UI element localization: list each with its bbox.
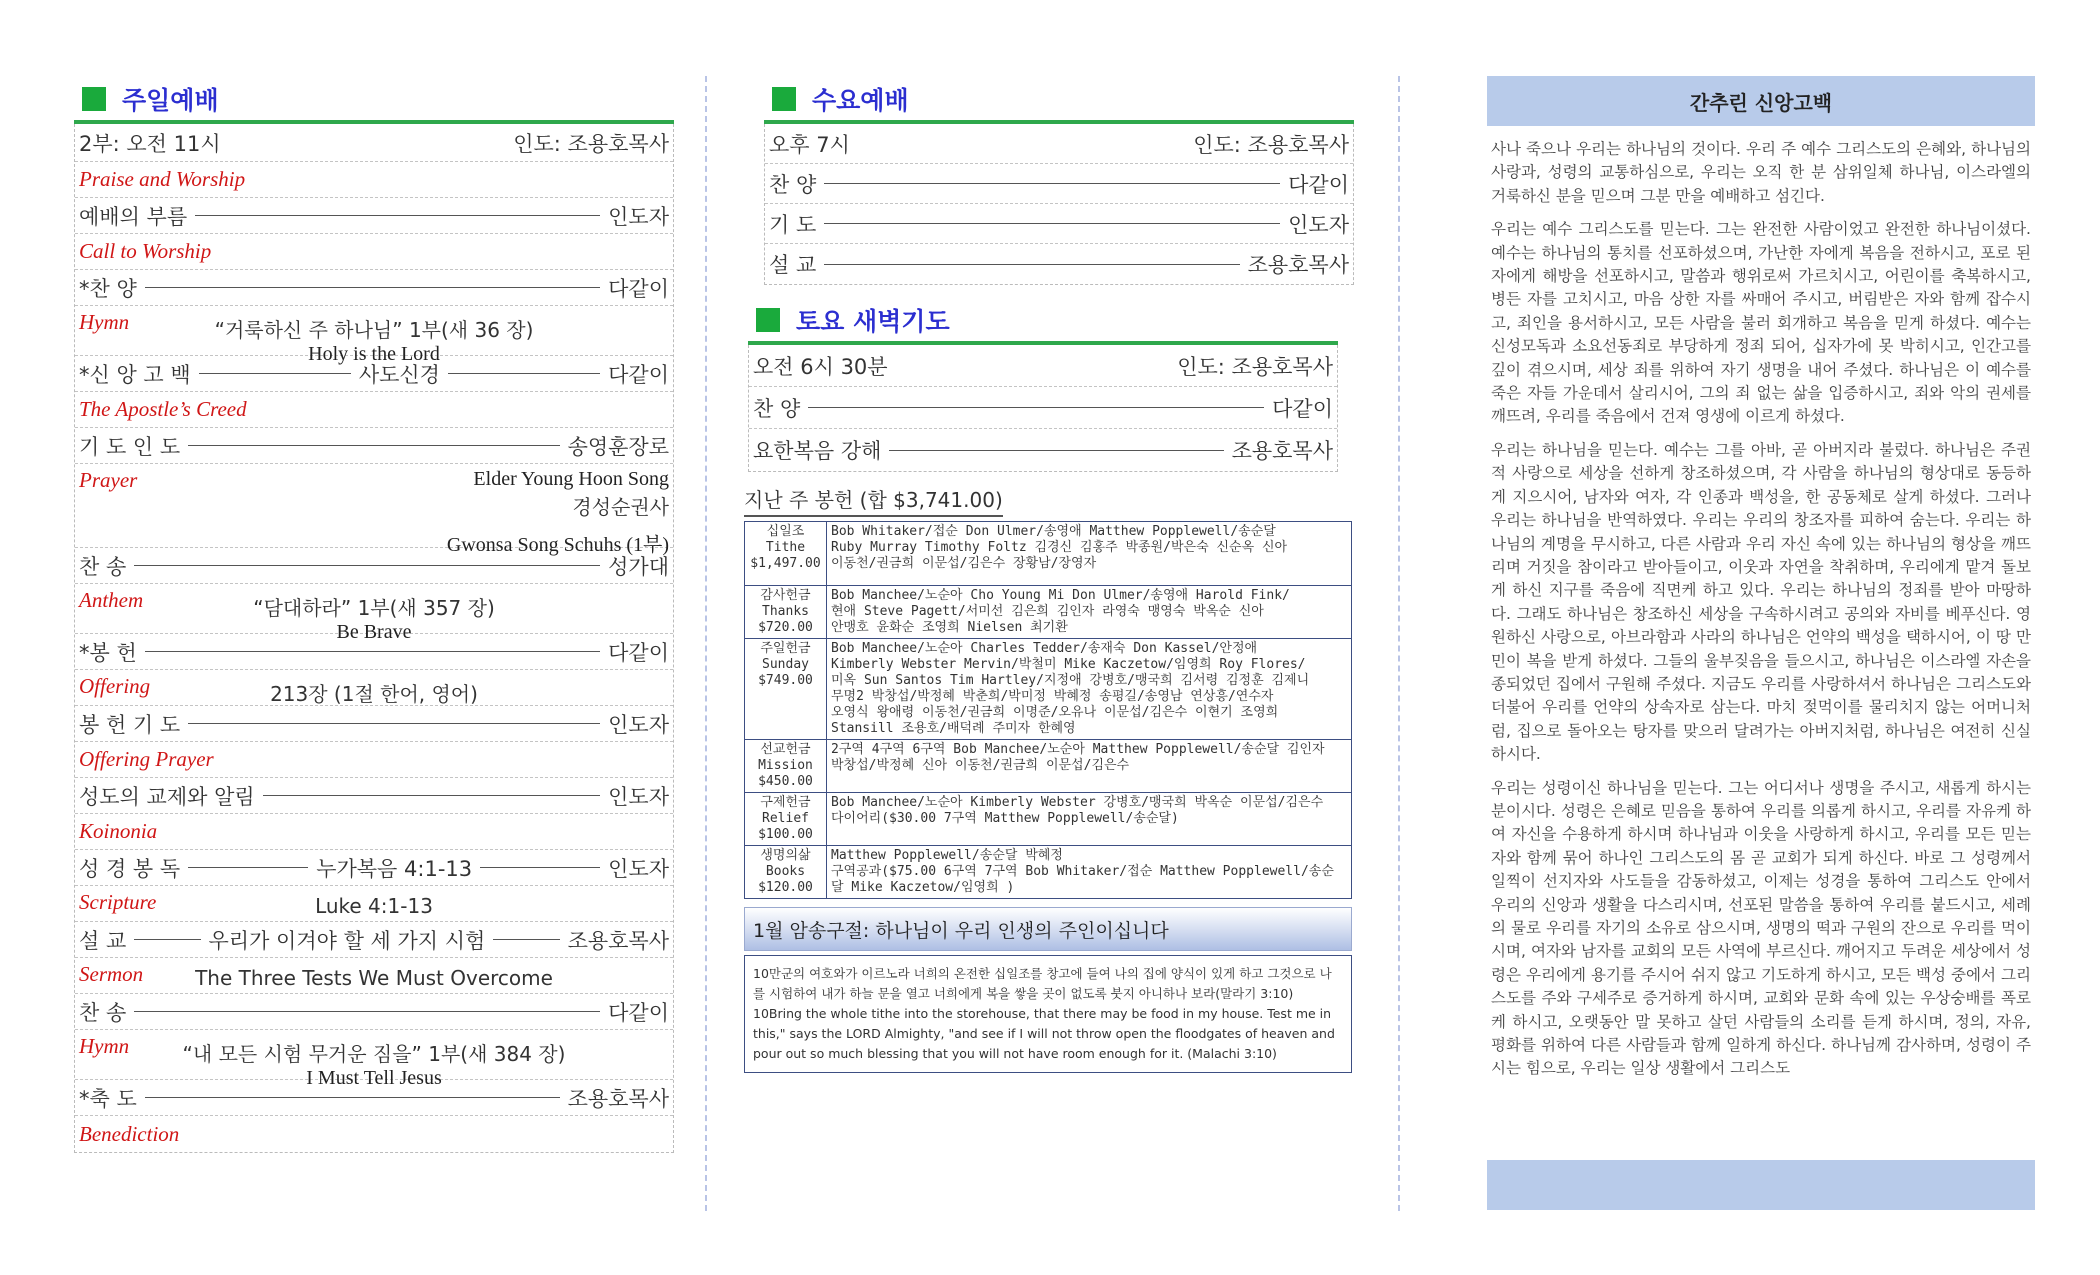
offering-amount: $120.00 <box>758 880 813 895</box>
english-section-label: Benediction <box>79 1121 180 1146</box>
sunday-korean-row <box>75 356 673 392</box>
order-item-detail: 우리가 이겨야 할 세 가지 시험 <box>208 928 486 953</box>
saturday-order-list <box>748 345 1338 472</box>
order-item-label: 성 경 봉 독 <box>79 856 181 881</box>
gwonsa-name-english: Gwonsa Song Schuhs (1부) <box>446 534 669 556</box>
english-section-label: Offering <box>79 674 151 698</box>
item-detail: The Three Tests We Must Overcome <box>195 966 553 990</box>
wednesday-header <box>764 78 1354 124</box>
offering-category-label: 십일조 <box>766 524 805 539</box>
offering-donor-names: 2구역 4구역 6구역 Bob Manchee/노순아 Matthew Popplewell/송순달 김인자 박창섭/박정혜 신아 이동천/권금희 이문섭/김은수 <box>827 740 1352 793</box>
offering-category-label: 감사헌금 <box>760 588 811 603</box>
sunday-korean-row <box>75 1080 673 1116</box>
row-label: 요한복음 강해 <box>753 439 882 463</box>
green-square-icon <box>756 308 780 332</box>
row-label: 기 도 <box>769 212 817 237</box>
wednesday-title: 수요예배 <box>812 86 909 115</box>
english-section-label: Praise and Worship <box>79 167 246 191</box>
offering-category-label: Mission <box>758 758 813 773</box>
saturday-title: 토요 새벽기도 <box>796 307 950 336</box>
midweek-panel <box>744 0 1354 1275</box>
english-section-label: Sermon <box>79 962 144 986</box>
offering-row <box>745 793 1352 846</box>
offering-donor-names: Bob Manchee/노순아 Kimberly Webster 강병호/맹국희 박옥순 이문섭/김은수 다이어리($30.00 7구역 Matthew Popplewell/송순달) <box>827 793 1352 846</box>
sunday-korean-row <box>75 850 673 886</box>
offering-category-label: 생명의삶 <box>760 848 811 863</box>
sunday-english-row <box>75 162 673 198</box>
offering-category <box>745 846 827 899</box>
offering-row <box>745 740 1352 793</box>
order-item-label: *신 앙 고 백 <box>79 362 191 387</box>
creed-text <box>1487 126 2035 1101</box>
order-item-person: 인도자 <box>608 712 669 737</box>
sunday-english-row <box>75 306 673 365</box>
offering-category-label: Relief <box>762 811 809 826</box>
offering-amount: $100.00 <box>758 827 813 842</box>
saturday-leader: 인도: 조용호목사 <box>1177 354 1333 379</box>
order-item-label: 기 도 인 도 <box>79 434 181 459</box>
order-item-label: 성도의 교제와 알림 <box>79 784 255 809</box>
sunday-korean-row <box>75 124 673 162</box>
row-person: 다같이 <box>1272 396 1333 421</box>
item-detail: “거룩하신 주 하나님” 1부(새 36 장) <box>214 318 534 342</box>
offering-category-label: 구제헌금 <box>760 795 811 810</box>
english-section-label: Offering Prayer <box>79 747 214 771</box>
memory-verse-korean: 10만군의 여호와가 이르노라 너희의 온전한 십일조를 창고에 들여 나의 집에 양식이 있게 하고 그것으로 나를 시험하여 내가 하늘 문을 열고 너희에게 복을 쌓을 곳이 없도록 붓지 아니하나 보라(말라기 3:10) <box>753 966 1332 1001</box>
sunday-order-list <box>74 124 674 1153</box>
sunday-english-row <box>75 814 673 850</box>
english-section-label: Call to Worship <box>79 239 212 263</box>
sunday-korean-row <box>75 634 673 670</box>
order-item-person: 인도자 <box>608 784 669 809</box>
elder-name-english: Elder Young Hoon Song <box>473 468 669 490</box>
order-item-detail: 누가복음 4:1-13 <box>316 856 473 881</box>
creed-paragraph: 우리는 예수 그리스도를 믿는다. 그는 완전한 사람이었고 완전한 하나님이셨다. 예수는 하나님의 통치를 선포하셨으며, 가난한 자에게 복음을 전하시고, 포로 된 자에게 해방을 선포하시고, 말씀과 행위로써 가르치시고, 어린이를 축복하시고, 병든 자를 고치시고, 마음 상한 자를 싸매어 주시고, 버림받은 자와 함께 잡수시고, 죄인을 용서하시고, 모든 사람을 불러 회개하고 복음을 믿게 하셨다. 예수는 신성모독과 소요선동죄로 부당하게 정죄 되어, 십자가에 못 박히시고, 인간고를 깊이 겪으시며, 세상 죄를 위하여 자기 생명을 내어 주셨다. 하나님은 이 예수를 죽은 자들 가운데서 살리시어, 그의 죄 없는 삶을 입증하시고, 죄와 악의 권세를 깨뜨려, 우리를 죽음에서 건져 영생에 이르게 하셨다. <box>1491 220 2031 426</box>
offering-donor-names: Bob Whitaker/접순 Don Ulmer/송영애 Matthew Popplewell/송순달 Ruby Murray Timothy Foltz 김경신 김홍주 박종원/박은숙 신순옥 신아 이동천/권금희 이문섭/김은수 장황남/장영자 <box>827 522 1352 586</box>
memory-verse-english: 10Bring the whole tithe into the storehouse, that there may be food in my house. Test me in this," says the LORD Almighty, "and see if I will not throw open the floodgates of heaven and pour out so much blessing that you will not have room enough for it. (Malachi 3:10) <box>753 1006 1335 1061</box>
item-english-title: I Must Tell Jesus <box>306 1067 442 1089</box>
order-item-label: 찬 송 <box>79 554 127 579</box>
creed-paragraph: 사나 죽으나 우리는 하나님의 것이다. 우리 주 예수 그리스도의 은혜와, 하나님의 사랑과, 성령의 교통하심으로, 우리는 오직 한 분 삼위일체 하나님, 이스라엘의 거룩하신 분을 믿으며 그분 만을 예배하고 섬긴다. <box>1491 140 2031 205</box>
item-detail: “내 모든 시험 무거운 짐을” 1부(새 384 장) <box>182 1042 566 1066</box>
order-item-label: *축 도 <box>79 1086 137 1111</box>
memory-verse-box <box>744 955 1352 1073</box>
offering-row <box>745 846 1352 899</box>
saturday-time-row <box>749 345 1337 387</box>
offering-donor-names: Matthew Popplewell/송순달 박혜정 구역공과($75.00 6구역 7구역 Bob Whitaker/접순 Matthew Popplewell/송순 달 Mike Kaczetow/임영희 ) <box>827 846 1352 899</box>
offering-category-label: Sunday <box>762 657 809 672</box>
order-item-label: 예배의 부름 <box>79 204 188 229</box>
english-section-label: Hymn <box>79 1034 130 1058</box>
row-label: 찬 양 <box>769 172 817 197</box>
memory-verse-title: 1월 암송구절: 하나님이 우리 인생의 주인이십니다 <box>744 907 1352 951</box>
order-item-label: *봉 헌 <box>79 640 137 665</box>
sunday-korean-row <box>75 922 673 958</box>
offering-category <box>745 793 827 846</box>
saturday-header <box>748 299 1338 345</box>
saturday-row-hymn <box>749 387 1337 429</box>
offering-category <box>745 522 827 586</box>
sunday-english-row <box>75 392 673 428</box>
green-square-icon <box>82 87 106 111</box>
sunday-service-panel <box>74 0 674 1275</box>
order-item-label: 찬 송 <box>79 1000 127 1025</box>
wednesday-order-list <box>764 124 1354 285</box>
english-section-label: Scripture <box>79 890 157 914</box>
sunday-english-row <box>75 742 673 778</box>
order-item-person: 송영훈장로 <box>567 434 669 459</box>
english-section-label: Koinonia <box>79 819 158 843</box>
offering-amount: $720.00 <box>758 620 813 635</box>
order-item-person: 다같이 <box>608 1000 669 1025</box>
offering-category-label: 선교헌금 <box>760 742 811 757</box>
item-english-title: Holy is the Lord <box>308 343 440 365</box>
english-section-label: Anthem <box>79 588 144 612</box>
wednesday-row-sermon <box>765 244 1353 284</box>
item-detail: “담대하라” 1부(새 357 장) <box>253 596 495 620</box>
sunday-english-row <box>75 670 673 706</box>
offering-category <box>745 639 827 740</box>
sunday-title: 주일예배 <box>122 86 219 115</box>
column-divider <box>1398 76 1400 1211</box>
row-person: 조용호목사 <box>1247 253 1349 277</box>
row-label: 찬 양 <box>753 396 801 421</box>
sunday-header <box>74 78 674 124</box>
order-item-person: 조용호목사 <box>567 1086 669 1111</box>
creed-title: 간추린 신앙고백 <box>1487 76 2035 126</box>
sunday-english-row <box>75 1116 673 1152</box>
sunday-korean-row <box>75 428 673 464</box>
row-person: 인도자 <box>1288 212 1349 237</box>
english-section-label: Hymn <box>79 310 130 334</box>
offering-table <box>744 521 1352 899</box>
sunday-korean-row <box>75 270 673 306</box>
offering-category <box>745 586 827 639</box>
creed-paragraph: 우리는 하나님을 믿는다. 예수는 그를 아바, 곧 아버지라 불렀다. 하나님은 주권적 사랑으로 세상을 선하게 창조하셨으며, 각 사람을 하나님의 형상대로 동등하게 지으시어, 남자와 여자, 각 인종과 백성을, 한 공동체로 살게 하셨다. 그러나 우리는 하나님을 반역하였다. 우리는 우리의 창조자를 피하여 숨는다. 우리는 하나님의 계명을 무시하고, 다른 사람과 우리 자신 속에 있는 하나님의 형상을 깨뜨리며 거짓을 참이라고 받아들이고, 이웃과 자연을 착취하며, 우리에게 맡겨 돌보게 하신 지구를 죽음에 직면케 하고 있다. 우리는 하나님의 정죄를 받아 마땅하다. 그래도 하나님은 창조하신 세상을 구속하시려고 공의와 자비를 베푸신다. 영원하신 사랑으로, 아브라함과 사라의 하나님은 언약의 백성을 택하시어, 이 땅 만민이 복을 받게 하셨다. 그들의 울부짖음을 들으시고, 하나님은 이스라엘 자손을 종되었던 집에서 구원해 주셨다. 지금도 우리를 사랑하셔서 하나님은 그리스도와 더불어 우리를 언약의 상속자로 삼는다. 마치 젖먹이를 물리치지 않는 어머니처럼, 집으로 돌아오는 탕자를 맞으러 달려가는 아버지처럼, 하나님은 여전히 신실하시다. <box>1491 440 2031 764</box>
order-item-person: 성가대 <box>608 554 669 579</box>
offering-row <box>745 639 1352 740</box>
sunday-english-row <box>75 464 673 556</box>
offering-category <box>745 740 827 793</box>
english-section-label: The Apostle’s Creed <box>79 397 247 421</box>
row-person: 다같이 <box>1288 172 1349 197</box>
creed-panel <box>1487 0 2035 1275</box>
row-person: 조용호목사 <box>1231 439 1333 463</box>
order-item-label: 설 교 <box>79 928 127 953</box>
item-english-title: Be Brave <box>336 621 412 643</box>
offering-category-label: 주일헌금 <box>760 641 811 656</box>
offering-row <box>745 522 1352 586</box>
offering-donor-names: Bob Manchee/노순아 Charles Tedder/송재숙 Don Kassel/안정애 Kimberly Webster Mervin/박철미 Mike Kaczetow/임영희 Roy Flores/ 미옥 Sun Santos Tim Hartley/지정애 강병호/맹국희 김서령 김정훈 김제니 무명2 박창섭/박정혜 박춘희/박미정 박혜정 송평길/송영남 연상흥/연수자 오영식 왕애령 이동천/권금희 이명준/오유나 이문섭/김은수 이현기 조영희 Stansill 조용호/배덕례 주미자 한혜영 <box>827 639 1352 740</box>
wednesday-time-row <box>765 124 1353 164</box>
sunday-english-row <box>75 886 673 922</box>
item-detail: 213장 (1절 한어, 영어) <box>270 682 478 706</box>
saturday-time: 오전 6시 30분 <box>753 354 888 379</box>
offering-amount: $749.00 <box>758 673 813 688</box>
offering-row <box>745 586 1352 639</box>
sunday-korean-row <box>75 706 673 742</box>
offering-category-label: Tithe <box>765 540 806 555</box>
row-label: 설 교 <box>769 253 817 277</box>
wednesday-time: 오후 7시 <box>769 132 850 157</box>
order-item-detail: 사도신경 <box>358 362 440 387</box>
sunday-korean-row <box>75 198 673 234</box>
sunday-korean-row <box>75 778 673 814</box>
offering-donor-names: Bob Manchee/노순아 Cho Young Mi Don Ulmer/송영애 Harold Fink/ 현애 Steve Pagett/서미선 김은희 김인자 라영숙 맹영숙 박옥순 신아 안맹호 윤화순 조영희 Nielsen 최기환 <box>827 586 1352 639</box>
sunday-english-row <box>75 1030 673 1089</box>
offering-amount: $1,497.00 <box>750 556 821 571</box>
order-item-label: *찬 양 <box>79 276 137 301</box>
item-detail: Luke 4:1-13 <box>315 894 433 918</box>
sunday-english-row <box>75 958 673 994</box>
sunday-korean-row <box>75 548 673 584</box>
creed-footer-bar <box>1487 1160 2035 1210</box>
order-item-label: 봉 헌 기 도 <box>79 712 181 737</box>
sunday-korean-row <box>75 994 673 1030</box>
order-item-person: 인도자 <box>608 856 670 881</box>
offering-total-title: 지난 주 봉헌 (합 $3,741.00) <box>744 484 1003 517</box>
gwonsa-name: 경성순권사 <box>572 495 669 519</box>
service-leader: 인도: 조용호목사 <box>513 131 669 156</box>
green-square-icon <box>772 87 796 111</box>
order-item-person: 다같이 <box>608 362 669 387</box>
wednesday-leader: 인도: 조용호목사 <box>1193 132 1349 157</box>
saturday-row-study <box>749 429 1337 471</box>
creed-paragraph: 우리는 성령이신 하나님을 믿는다. 그는 어디서나 생명을 주시고, 새롭게 하시는 분이시다. 성령은 은혜로 믿음을 통하여 우리를 의롭게 하시고, 우리를 자유케 하여 자신을 수용하게 하시며 하나님과 이웃을 사랑하게 하시고, 우리를 모든 믿는 자와 함께 묶어 하나인 그리스도의 몸 곧 교회가 되게 하신다. 바로 그 성령께서 일찍이 선지자와 사도들을 감동하셨고, 이제는 성경을 통하여 그리스도 안에서 우리의 신앙과 생활을 다스리시며, 선포된 말씀을 통하여 우리를 붙드시고, 세례의 물로 우리를 자기의 소유로 삼으시며, 생명의 떡과 구원의 잔으로 우리를 먹이시며, 여자와 남자를 교회의 모든 사역에 부르신다. 깨어지고 두려운 세상에서 성령은 우리에게 용기를 주시어 쉬지 않고 기도하게 하시고, 모든 백성 중에서 그리스도를 주와 구세주로 증거하게 하시며, 교회와 문화 속에 있는 우상숭배를 폭로케 하시고, 오랫동안 말 못하고 살던 사람들의 소리를 듣게 하시며, 정의, 자유, 평화를 위하여 다른 사람들과 함께 일하게 하신다. 하나님께 감사하며, 성령이 주시는 힘으로, 우리는 일상 생활에서 그리스도 <box>1491 778 2031 1078</box>
english-section-label: Prayer <box>79 468 138 492</box>
offering-category-label: Thanks <box>762 604 809 619</box>
offering-category-label: Books <box>765 864 806 879</box>
column-divider <box>705 76 707 1211</box>
sunday-english-row <box>75 234 673 270</box>
order-item-person: 조용호목사 <box>567 928 669 953</box>
order-item-person: 다같이 <box>608 276 669 301</box>
order-item-person: 인도자 <box>608 204 669 229</box>
order-item-person: 다같이 <box>608 640 669 665</box>
offering-amount: $450.00 <box>758 774 813 789</box>
wednesday-row-prayer <box>765 204 1353 244</box>
wednesday-row-hymn <box>765 164 1353 204</box>
service-time: 2부: 오전 11시 <box>79 131 221 156</box>
sunday-english-row <box>75 584 673 643</box>
